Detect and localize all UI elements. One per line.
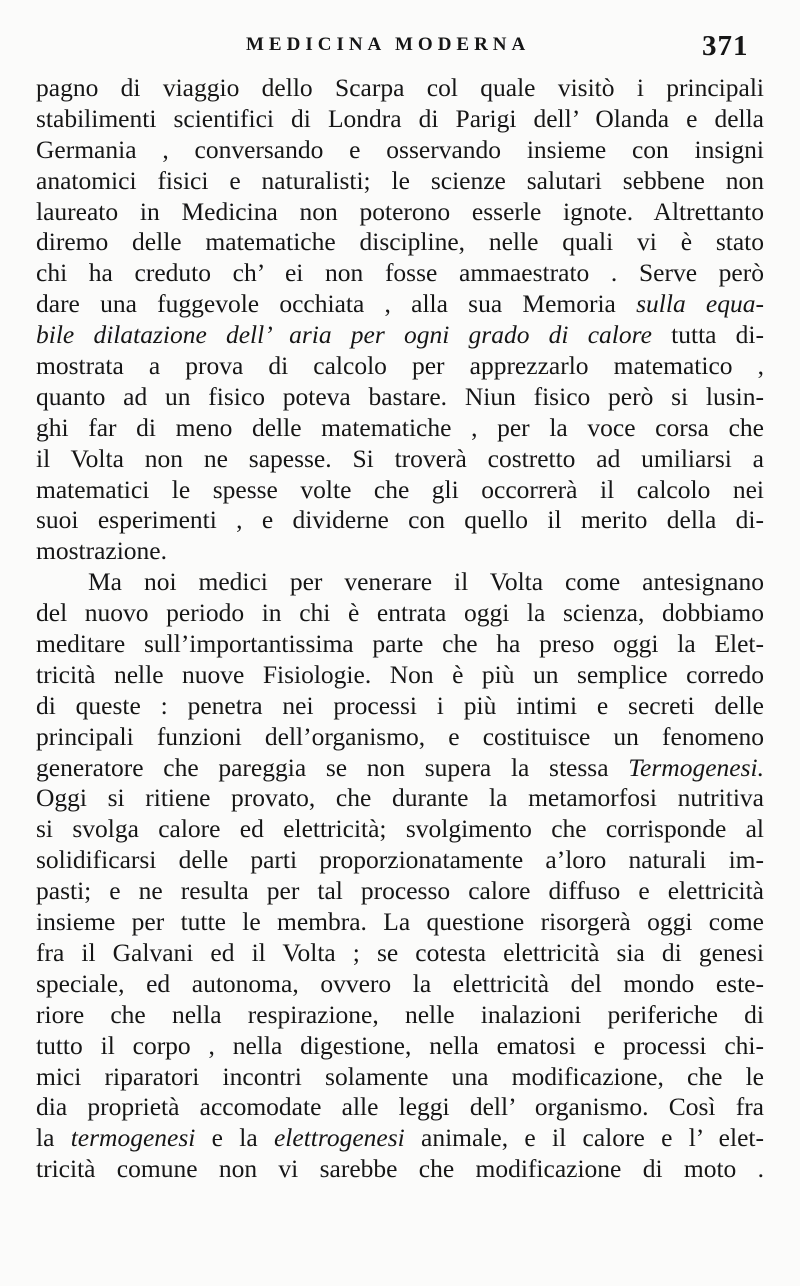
- page-number: 371: [702, 30, 749, 62]
- text-segment: insieme per tutte le membra. La questione risorgerà oggi come: [36, 907, 764, 937]
- text-segment: Oggi si ritiene provato, che durante la metamorfosi nutritiva: [36, 783, 764, 813]
- text-segment: suoi esperimenti , e dividerne con quello il merito della di-: [36, 505, 764, 535]
- text-segment: solidificarsi delle parti proporzionatamente a’loro naturali im-: [36, 845, 764, 875]
- text-line: [36, 598, 764, 629]
- text-line: [36, 629, 764, 660]
- italic-text: bile dilatazione dell’ aria per ogni grado di calore: [36, 320, 652, 350]
- text-line: [36, 1123, 764, 1154]
- text-segment: meditare sull’importantissima parte che ha preso oggi la Elet-: [36, 629, 764, 659]
- text-segment: mostrata a prova di calcolo per apprezzarlo matematico ,: [36, 351, 764, 381]
- text-segment: generatore che pareggia se non supera la stessa: [36, 752, 629, 782]
- text-segment: ghi far di meno delle matematiche , per la voce corsa che: [36, 412, 764, 442]
- text-segment: tricità comune non vi sarebbe che modificazione di moto .: [36, 1154, 764, 1184]
- page-body-text: [36, 73, 764, 1185]
- text-segment: pagno di viaggio dello Scarpa col quale visitò i principali: [36, 73, 764, 102]
- italic-text: elettrogenesi: [273, 1123, 405, 1153]
- text-line: [36, 258, 764, 289]
- text-segment: laureato in Medicina non poterono esserle ignote. Altrettanto: [36, 196, 764, 226]
- text-segment: anatomici fisici e naturalisti; le scienze salutari sebbene non: [36, 165, 764, 195]
- text-segment: dia proprietà accomodate alle leggi dell’ organismo. Così fra: [36, 1092, 764, 1122]
- text-segment: di queste : penetra nei processi i più intimi e secreti delle: [36, 690, 764, 720]
- text-segment: Ma noi medici per venerare il Volta come antesignano: [88, 567, 764, 597]
- text-segment: matematici le spesse volte che gli occorrerà il calcolo nei: [36, 474, 764, 504]
- text-segment: e la: [195, 1123, 274, 1153]
- text-segment: dare una fuggevole occhiata , alla sua Memoria: [36, 289, 637, 319]
- text-line: [36, 444, 764, 475]
- text-line: [36, 289, 764, 320]
- text-segment: chi ha creduto ch’ ei non fosse ammaestrato . Serve però: [36, 258, 764, 288]
- text-segment: riore che nella respirazione, nelle inalazioni periferiche di: [36, 999, 764, 1029]
- text-line: [36, 227, 764, 258]
- text-line: [36, 753, 764, 784]
- text-segment: stabilimenti scientifici di Londra di Parigi dell’ Olanda e della: [36, 103, 764, 133]
- italic-text: Termogenesi.: [628, 752, 764, 782]
- text-line: [36, 351, 764, 382]
- text-line: [36, 845, 764, 876]
- text-segment: speciale, ed autonoma, ovvero la elettricità del mondo este-: [36, 968, 764, 998]
- text-line: [36, 691, 764, 722]
- text-line: [36, 1031, 764, 1062]
- text-line: [36, 73, 764, 104]
- text-line: [36, 567, 764, 598]
- text-line: [36, 1062, 764, 1093]
- text-line: [36, 413, 764, 444]
- text-line: [36, 382, 764, 413]
- text-segment: il Volta non ne sapesse. Si troverà costretto ad umiliarsi a: [36, 443, 764, 473]
- text-line: [36, 660, 764, 691]
- running-title: MEDICINA MODERNA: [246, 34, 531, 55]
- text-segment: mostrazione.: [36, 536, 167, 566]
- text-segment: fra il Galvani ed il Volta ; se cotesta elettricità sia di genesi: [36, 937, 764, 967]
- text-segment: tutta di-: [651, 320, 765, 350]
- italic-text: sulla equa-: [636, 289, 764, 319]
- page-header: [0, 30, 800, 70]
- text-line: [36, 1154, 764, 1185]
- text-line: [36, 1000, 764, 1031]
- text-line: [36, 166, 764, 197]
- text-line: [36, 969, 764, 1000]
- text-line: [36, 907, 764, 938]
- text-segment: animale, e il calore e l’ elet-: [404, 1123, 764, 1153]
- text-line: [36, 814, 764, 845]
- text-line: [36, 320, 764, 351]
- text-line: [36, 876, 764, 907]
- text-line: [36, 783, 764, 814]
- text-segment: del nuovo periodo in chi è entrata oggi la scienza, dobbiamo: [36, 598, 764, 628]
- text-line: [36, 135, 764, 166]
- text-segment: principali funzioni dell’organismo, e costituisce un fenomeno: [36, 721, 764, 751]
- text-segment: mici riparatori incontri solamente una modificazione, che le: [36, 1061, 764, 1091]
- text-segment: quanto ad un fisico poteva bastare. Niun fisico però si lusin-: [36, 381, 764, 411]
- text-line: [36, 1092, 764, 1123]
- text-segment: diremo delle matematiche discipline, nelle quali vi è stato: [36, 227, 764, 257]
- text-line: [36, 197, 764, 228]
- text-line: [36, 722, 764, 753]
- text-line: [36, 938, 764, 969]
- text-line: [36, 536, 764, 567]
- text-segment: pasti; e ne resulta per tal processo calore diffuso e elettricità: [36, 876, 764, 906]
- text-segment: tutto il corpo , nella digestione, nella ematosi e processi chi-: [36, 1030, 764, 1060]
- text-segment: si svolga calore ed elettricità; svolgimento che corrisponde al: [36, 814, 764, 844]
- italic-text: termogenesi: [70, 1123, 196, 1153]
- text-segment: la: [36, 1123, 71, 1153]
- text-segment: tricità nelle nuove Fisiologie. Non è più un semplice corredo: [36, 659, 764, 689]
- text-segment: Germania , conversando e osservando insieme con insigni: [36, 134, 764, 164]
- text-line: [36, 104, 764, 135]
- text-line: [36, 475, 764, 506]
- text-line: [36, 505, 764, 536]
